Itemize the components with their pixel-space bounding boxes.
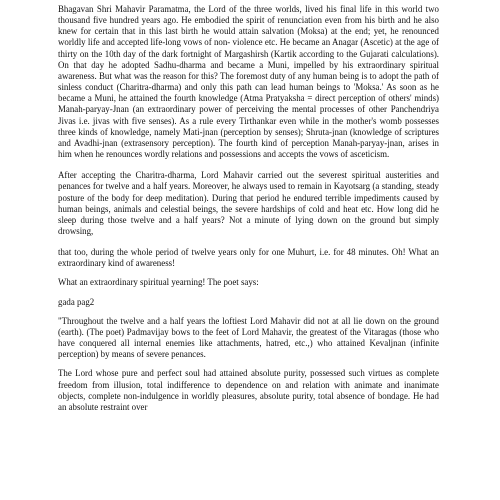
paragraph-awareness: that too, during the whole period of twelve years only for one Muhurt, i.e. for 48 minutes. Oh! What an extraordinary kind of awareness! <box>58 247 439 269</box>
document-body <box>58 4 439 421</box>
paragraph-poet-intro: What an extraordinary spiritual yearning! The poet says: <box>58 277 259 288</box>
paragraph-pure-soul: The Lord whose pure and perfect soul had attained absolute purity, possessed such virtues as complete freedom from illusion, total indifference to dependence on and relation with animate and inanimate objects, complete non-indulgence in worldly pleasures, absolute purity, total absence of bondage. He had an absolute restraint over <box>58 368 439 412</box>
paragraph-austerities: After accepting the Charitra-dharma, Lord Mahavir carried out the severest spiritual austerities and penances for twelve and a half years. Moreover, he always used to remain in Kayotsarg (a standing, steady posture of the body for deep meditation). During that period he endured terrible impediments caused by human beings, animals and celestial beings, the severe hardships of cold and heat etc. How long did he sleep during those twelve and a half years? Not a minute of lying down on the ground but simply drowsing, <box>58 170 439 236</box>
paragraph-verse-translation: "Throughout the twelve and a half years the loftiest Lord Mahavir did not at all lie down on the ground (earth). (The poet) Padmavijay bows to the feet of Lord Mahavir, the greatest of the Vitaragas (those who have conquered all internal enemies like attachments, hatred, etc.,) who attained Kevaljnan (infinite perception) by means of severe penances. <box>58 315 439 360</box>
paragraph-verse-label: gada pag2 <box>58 296 95 307</box>
paragraph-mahavir-renunciation: Bhagavan Shri Mahavir Paramatma, the Lord of the three worlds, lived his final life in this world two thousand five hundred years ago. He embodied the spirit of renunciation even from his birth and he also knew for certain that in this last birth he would attain salvation (Moksa) at the end; yet, he renounced worldly life and accepted life-long vows of non- violence etc. He became an Anagar (Ascetic) at the age of thirty on the 10th day of the dark fortnight of Margashirsh (Kartik according to the Gujarati calculations). On that day he adopted Sadhu-dharma and became a Muni, impelled by his extraordinary spiritual awareness. But what was the reason for this? The foremost duty of any human being is to adopt the path of sinless conduct (Charitra-dharma) and only this path can lead human beings to 'Moksa.' As soon as he became a Muni, he attained the fourth knowledge (Atma Pratyaksha = direct perception of others' minds) Manah-paryay-Jnan (an extraordinary power of perceiving the mental processes of other Panchendriya Jivas i.e. jivas with five senses). As a rule every Tirthankar even while in the mother's womb possesses three kinds of knowledge, namely Mati-jnan (perception by senses); Shruta-jnan (knowledge of scriptures and Avadhi-jnan (extrasensory perception). The fourth kind of perception Manah-paryay-jnan, arises in him when he renounces wordly relations and possessions and accepts the vows of asceticism. <box>58 4 439 160</box>
